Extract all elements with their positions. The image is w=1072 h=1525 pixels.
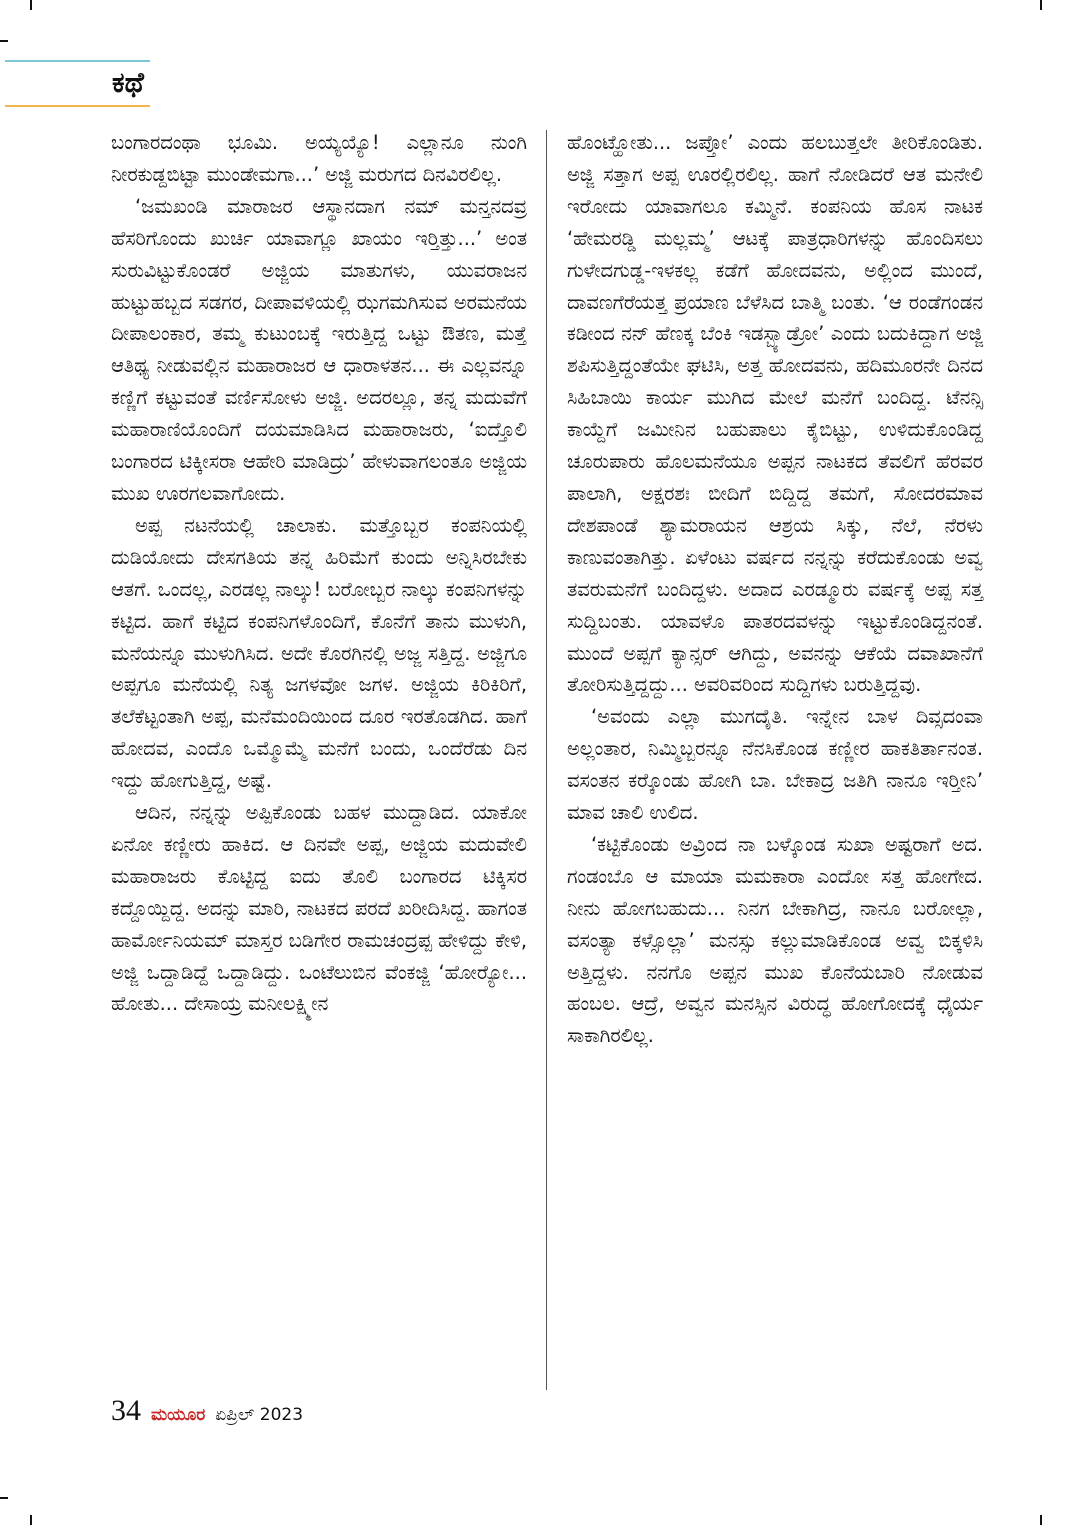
paragraph: ‘ಕಟ್ಟಿಕೊಂಡು ಅವ್ರಿಂದ ನಾ ಬಳ್ಕೊಂಡ ಸುಖಾ ಅಷ್ಟರಾಗೆ ಅದ. ಗಂಡಂಬೊ ಆ ಮಾಯಾ ಮಮಕಾರಾ ಎಂದೋ ಸತ್ತ ಹೋಗೇದ. ನೀನು ಹೋಗಬಹುದು... ನಿನಗ ಬೇಕಾಗಿದ್ರ, ನಾನೂ ಬರೋಲ್ಲಾ, ವಸಂತ್ಯಾ ಕಳ್ಸೊಲ್ಲಾ’ ಮನಸ್ಸು ಕಲ್ಲುಮಾಡಿಕೊಂಡ ಅವ್ವ ಬಿಕ್ಕಳಿಸಿ ಅತ್ತಿದ್ದಳು. ನನಗೊ ಅಪ್ಪನ ಮುಖ ಕೊನೆಯಬಾರಿ ನೋಡುವ ಹಂಬಲ. ಆದ್ರೆ, ಅವ್ವನ ಮನಸ್ಸಿನ ವಿರುದ್ಧ ಹೋಗೋದಕ್ಕೆ ಧೈರ್ಯ ಸಾಕಾಗಿರಲಿಲ್ಲ. <box>567 832 983 1048</box>
section-label: ಕಥೆ <box>112 66 144 99</box>
crop-mark-bottom-left <box>30 1515 32 1525</box>
crop-mark-bottom-right <box>1040 1515 1042 1525</box>
paragraph: ‘ಜಮಖಂಡಿ ಮಾರಾಜರ ಆಸ್ಥಾನದಾಗ ನಮ್ ಮನ್ತನದವ್ರ ಹೆಸರಿಗೊಂದು ಖುರ್ಚಿ ಯಾವಾಗ್ಲೂ ಖಾಯಂ ಇರ್‍ತಿತ್ತು...’ ಅಂತ ಸುರುವಿಟ್ಟುಕೊಂಡರೆ ಅಜ್ಜಿಯ ಮಾತುಗಳು, ಯುವರಾಜನ ಹುಟ್ಟುಹಬ್ಬದ ಸಡಗರ, ದೀಪಾವಳಿಯಲ್ಲಿ ಝಗಮಗಿಸುವ ಅರಮನೆಯ ದೀಪಾಲಂಕಾರ, ತಮ್ಮ ಕುಟುಂಬಕ್ಕೆ ಇರುತ್ತಿದ್ದ ಒಟ್ಟು ಔತಣ, ಮತ್ತೆ ಆತಿಥ್ಯ ನೀಡುವಲ್ಲಿನ ಮಹಾರಾಜರ ಆ ಧಾರಾಳತನ... ಈ ಎಲ್ಲವನ್ನೂ ಕಣ್ಣಿಗೆ ಕಟ್ಟುವಂತೆ ವರ್ಣಿಸೋಳು ಅಜ್ಜಿ. ಅದರಲ್ಲೂ, ತನ್ನ ಮದುವೆಗೆ ಮಹಾರಾಣಿಯೊಂದಿಗೆ ದಯಮಾಡಿಸಿದ ಮಹಾರಾಜರು, ‘ಐದ್ತೊಲಿ ಬಂಗಾರದ ಟಿಕ್ಕೀಸರಾ ಆಹೇರಿ ಮಾಡಿದ್ರು’ ಹೇಳುವಾಗಲಂತೂ ಅಜ್ಜಿಯ ಮುಖ ಊರಗಲವಾಗೋದು. <box>111 194 527 505</box>
crop-mark-top-right <box>1040 0 1042 10</box>
issue-date: ಏಪ್ರಿಲ್ 2023 <box>215 1405 304 1425</box>
page-footer <box>111 1394 303 1428</box>
column-divider <box>546 130 547 1390</box>
page-number: 34 <box>111 1394 141 1427</box>
section-header-rule-top <box>5 60 150 62</box>
paragraph: ‘ಅವಂದು ಎಲ್ಲಾ ಮುಗದೈತಿ. ಇನ್ನೇನ ಬಾಳ ದಿವ್ಸದಂವಾ ಅಲ್ಲಂತಾರ, ನಿಮ್ಮಿಬ್ಬರನ್ನೂ ನೆನಸಿಕೊಂಡ ಕಣ್ಣೀರ ಹಾಕತಿರ್ತಾನಂತ. ವಸಂತನ ಕರ್‍ಕೊಂಡು ಹೋಗಿ ಬಾ. ಬೇಕಾದ್ರ ಜತಿಗಿ ನಾನೂ ಇರ್‍ತೀನಿ’ ಮಾವ ಚಾಲಿ ಉಲಿದ. <box>567 705 983 825</box>
crop-mark-left-upper <box>0 40 8 42</box>
crop-mark-top-left <box>30 0 32 10</box>
crop-mark-left-lower <box>0 1497 8 1499</box>
magazine-logo: ಮಯೂರ <box>151 1405 206 1425</box>
paragraph: ಹೊಂಟ್ಹೋತು... ಜಪ್ತೋ’ ಎಂದು ಹಲಬುತ್ತಲೇ ತೀರಿಕೊಂಡಿತು. ಅಜ್ಜಿ ಸತ್ತಾಗ ಅಪ್ಪ ಊರಲ್ಲಿರಲಿಲ್ಲ. ಹಾಗೆ ನೋಡಿದರೆ ಆತ ಮನೇಲಿ ಇರೋದು ಯಾವಾಗಲೂ ಕಮ್ಮಿನೆ. ಕಂಪನಿಯ ಹೊಸ ನಾಟಕ ‘ಹೇಮರಡ್ಡಿ ಮಲ್ಲಮ್ಮ’ ಆಟಕ್ಕೆ ಪಾತ್ರಧಾರಿಗಳನ್ನು ಹೊಂದಿಸಲು ಗುಳೇದಗುಡ್ಡ-ಇಳಕಲ್ಲ ಕಡೆಗೆ ಹೋದವನು, ಅಲ್ಲಿಂದ ಮುಂದೆ, ದಾವಣಗೆರೆಯತ್ತ ಪ್ರಯಾಣ ಬೆಳೆಸಿದ ಬಾತ್ಮಿ ಬಂತು. ‘ಆ ರಂಡೆಗಂಡನ ಕಡೀಂದ ನನ್ ಹೆಣಕ್ಕ ಬೆಂಕಿ ಇಡಸ್ಬ್ಯಾಡ್ರೋ’ ಎಂದು ಬದುಕಿದ್ದಾಗ ಅಜ್ಜಿ ಶಪಿಸುತ್ತಿದ್ದಂತೆಯೇ ಘಟಿಸಿ, ಅತ್ತ ಹೋದವನು, ಹದಿಮೂರನೇ ದಿನದ ಸಿಹಿಬಾಯಿ ಕಾರ್ಯ ಮುಗಿದ ಮೇಲೆ ಮನೆಗೆ ಬಂದಿದ್ದ. ಟೆನನ್ಸಿ ಕಾಯ್ದೆಗೆ ಜಮೀನಿನ ಬಹುಪಾಲು ಕೈಬಿಟ್ಟು, ಉಳಿದುಕೊಂಡಿದ್ದ ಚೂರುಪಾರು ಹೊಲಮನೆಯೂ ಅಪ್ಪನ ನಾಟಕದ ತೆವಲಿಗೆ ಹೆರವರ ಪಾಲಾಗಿ, ಅಕ್ಷರಶಃ ಬೀದಿಗೆ ಬಿದ್ದಿದ್ದ ತಮಗೆ, ಸೋದರಮಾವ ದೇಶಪಾಂಡೆ ಶ್ಯಾಮರಾಯನ ಆಶ್ರಯ ಸಿಕ್ಕು, ನೆಲೆ, ನೆರಳು ಕಾಣುವಂತಾಗಿತ್ತು. ಏಳೆಂಟು ವರ್ಷದ ನನ್ನನ್ನು ಕರೆದುಕೊಂಡು ಅವ್ವ ತವರುಮನೆಗೆ ಬಂದಿದ್ದಳು. ಅದಾದ ಎರಡ್ಮೂರು ವರ್ಷಕ್ಕೆ ಅಪ್ಪ ಸತ್ತ ಸುದ್ದಿಬಂತು. ಯಾವಳೊ ಪಾತರದವಳನ್ನು ಇಟ್ಟುಕೊಂಡಿದ್ದನಂತೆ. ಮುಂದೆ ಅಪ್ಪಗೆ ಕ್ಯಾನ್ಸರ್ ಆಗಿದ್ದು, ಅವನನ್ನು ಆಕೆಯೆ ದವಾಖಾನೆಗೆ ತೋರಿಸುತ್ತಿದ್ದದ್ದು... ಅವರಿವರಿಂದ ಸುದ್ದಿಗಳು ಬರುತ್ತಿದ್ದವು. <box>567 131 983 697</box>
article-column-right <box>567 127 983 1052</box>
paragraph: ಬಂಗಾರದಂಥಾ ಭೂಮಿ. ಅಯ್ಯಯ್ಯೊ! ಎಲ್ಲಾನೂ ನುಂಗಿ ನೀರಕುಡ್ದಬಿಟ್ಟಾ ಮುಂಡೇಮಗಾ...’ ಅಜ್ಜಿ ಮರುಗದ ದಿನವಿರಲಿಲ್ಲ. <box>111 131 527 186</box>
paragraph: ಆದಿನ, ನನ್ನನ್ನು ಅಪ್ಪಿಕೊಂಡು ಬಹಳ ಮುದ್ದಾಡಿದ. ಯಾಕೋ ಏನೋ ಕಣ್ಣೀರು ಹಾಕಿದ. ಆ ದಿನವೇ ಅಪ್ಪ, ಅಜ್ಜಿಯ ಮದುವೇಲಿ ಮಹಾರಾಜರು ಕೊಟ್ಟಿದ್ದ ಐದು ತೊಲಿ ಬಂಗಾರದ ಟಿಕ್ಕಿಸರ ಕದ್ದೊಯ್ದಿದ್ದ. ಅದನ್ನು ಮಾರಿ, ನಾಟಕದ ಪರದೆ ಖರೀದಿಸಿದ್ದ. ಹಾಗಂತ ಹಾರ್ಮೋನಿಯಮ್ ಮಾಸ್ತರ ಬಡಿಗೇರ ರಾಮಚಂದ್ರಪ್ಪ ಹೇಳಿದ್ದು ಕೇಳಿ, ಅಜ್ಜಿ ಒದ್ದಾಡಿದ್ದೆ ಒದ್ದಾಡಿದ್ದು. ಒಂಟೆಲುಬಿನ ವೆಂಕಜ್ಜಿ ‘ಹೋರ್‍ಯೋ... ಹೋತು... ದೇಸಾಯ್ರ ಮನೀಲಕ್ಷ್ಮೀನ <box>111 801 527 1016</box>
article-column-left <box>111 127 527 1020</box>
section-header-rule-bottom <box>5 105 150 107</box>
paragraph: ಅಪ್ಪ ನಟನೆಯಲ್ಲಿ ಚಾಲಾಕು. ಮತ್ತೊಬ್ಬರ ಕಂಪನಿಯಲ್ಲಿ ದುಡಿಯೋದು ದೇಸಗತಿಯ ತನ್ನ ಹಿರಿಮೆಗೆ ಕುಂದು ಅನ್ನಿಸಿರಬೇಕು ಆತಗೆ. ಒಂದಲ್ಲ, ಎರಡಲ್ಲ ನಾಲ್ಕು! ಬರೋಬ್ಬರ ನಾಲ್ಕು ಕಂಪನಿಗಳನ್ನು ಕಟ್ಟಿದ. ಹಾಗೆ ಕಟ್ಟಿದ ಕಂಪನಿಗಳೊಂದಿಗೆ, ಕೊನೆಗೆ ತಾನು ಮುಳುಗಿ, ಮನೆಯನ್ನೂ ಮುಳುಗಿಸಿದ. ಅದೇ ಕೊರಗಿನಲ್ಲಿ ಅಜ್ಜ ಸತ್ತಿದ್ದ. ಅಜ್ಜಿಗೂ ಅಪ್ಪಗೂ ಮನೆಯಲ್ಲಿ ನಿತ್ಯ ಜಗಳವೋ ಜಗಳ. ಅಜ್ಜಿಯ ಕಿರಿಕಿರಿಗೆ, ತಲೆಕೆಟ್ಟಂತಾಗಿ ಅಪ್ಪ, ಮನೆಮಂದಿಯಿಂದ ದೂರ ಇರತೊಡಗಿದ. ಹಾಗೆ ಹೋದವ, ಎಂದೊ ಒಮ್ಮೊಮ್ಮೆ ಮನೆಗೆ ಬಂದು, ಒಂದೆರೆಡು ದಿನ ಇದ್ದು ಹೋಗುತ್ತಿದ್ದ, ಅಷ್ಟೆ. <box>111 513 527 793</box>
